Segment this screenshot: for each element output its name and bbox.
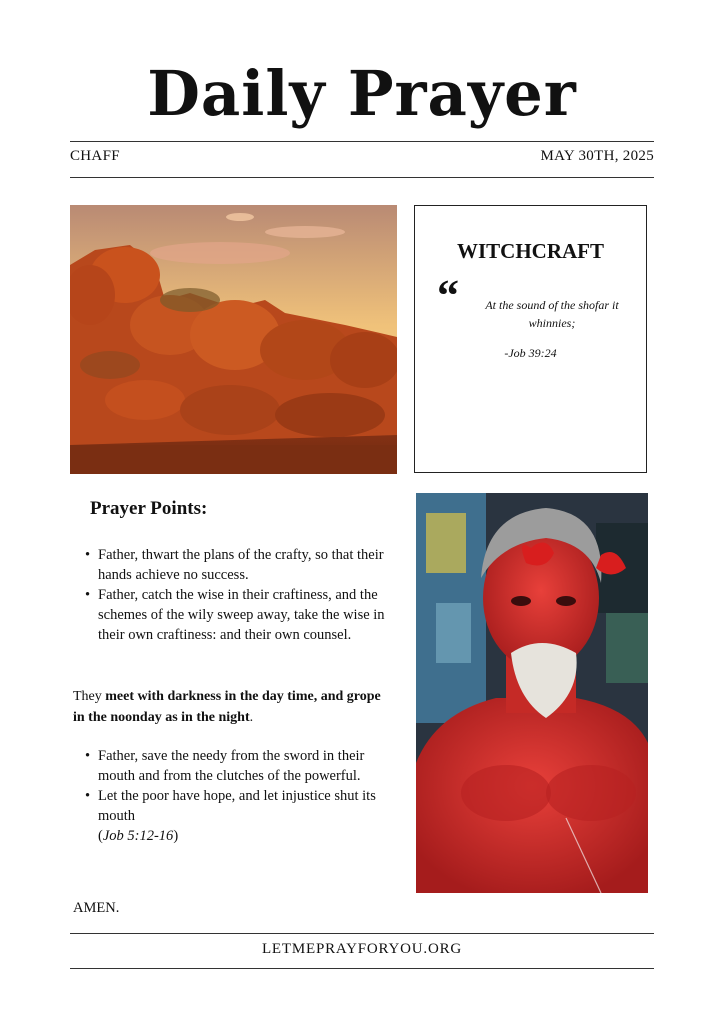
closing-amen: AMEN. [73, 900, 120, 916]
quote-reference: -Job 39:24 [504, 346, 557, 360]
list-item: • Let the poor have hope, and let injustice shut its mouth (Job 5:12-16) [85, 788, 376, 844]
section-label: CHAFF [70, 148, 120, 164]
rocks-photo [70, 205, 397, 474]
masthead-title: Daily Prayer [147, 57, 577, 130]
issue-date: MAY 30TH, 2025 [540, 148, 654, 164]
list-item: • Father, save the needy from the sword in their mouth and from the clutches of the powerful. [85, 748, 365, 784]
header-rule-top [70, 141, 654, 142]
list-item: • Father, thwart the plans of the crafty, so that their hands achieve no success. [85, 547, 384, 583]
quote-text: At the sound of the shofar it whinnies; [485, 298, 619, 330]
prayer-list-1 [70, 545, 390, 645]
footer-rule-bottom [70, 968, 654, 969]
scripture-citation: (Job 5:12-16) [98, 828, 179, 844]
prayer-list-2 [70, 746, 390, 846]
devil-portrait-photo [416, 493, 648, 893]
footer-website: LETMEPRAYFORYOU.ORG [261, 941, 463, 957]
quote-title: WITCHCRAFT [456, 239, 604, 263]
scripture-line: They meet with darkness in the day time, and grope in the noonday as in the night. [73, 689, 381, 725]
list-item: • Father, catch the wise in their craftiness, and the schemes of the wily sweep away, take the wise in their own craftiness: and their own counsel. [85, 587, 385, 643]
quote-box [414, 205, 647, 473]
footer-rule-top [70, 933, 654, 934]
header-rule-bottom [70, 177, 654, 178]
quote-mark: “ [437, 271, 459, 320]
prayer-points-heading: Prayer Points: [90, 498, 208, 519]
